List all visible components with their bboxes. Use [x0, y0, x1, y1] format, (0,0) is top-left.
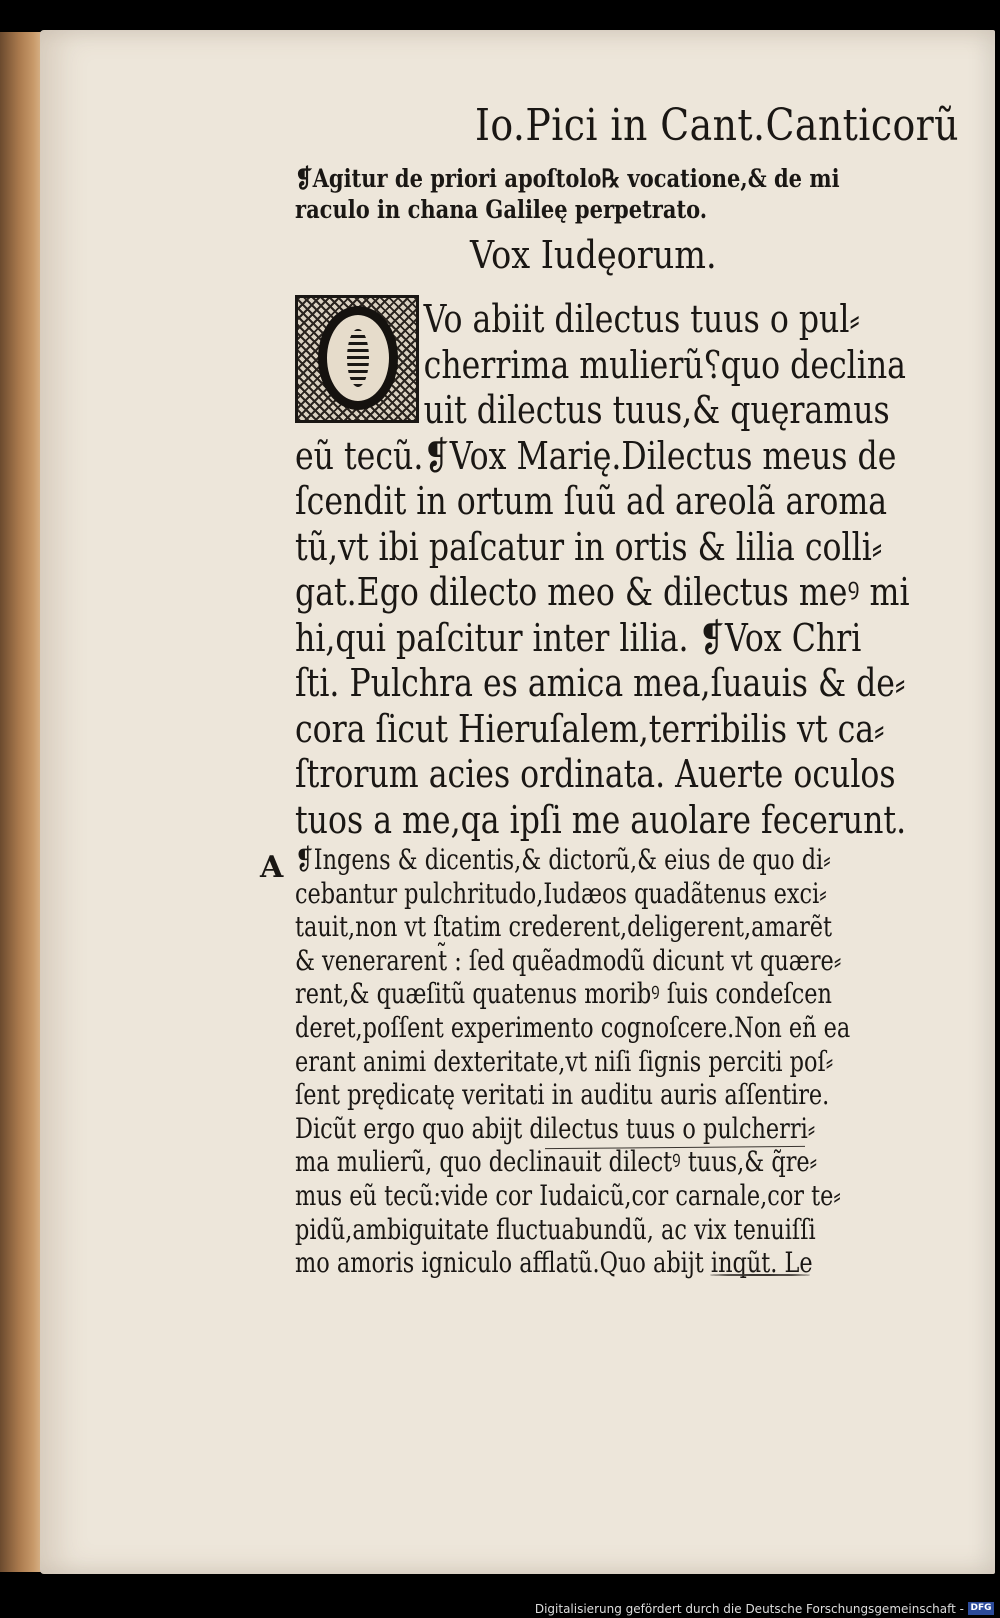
main-text — [295, 297, 985, 843]
commentary-line: mo amoris igniculo afflatũ.Quo abijt inqũt. Le — [295, 1246, 813, 1280]
section-title: Vox Iudęorum. — [470, 233, 717, 277]
book-page — [40, 30, 995, 1574]
book-fore-edge — [0, 32, 42, 1572]
text-line: tũ,vt ibi paſcatur in ortis & lilia colli⸗ — [295, 524, 883, 569]
text-line: eũ tecũ.❡Vox Marię.Dilectus meus de — [295, 433, 897, 478]
commentary-text — [295, 843, 985, 1280]
summary-line: raculo in chana Galileę perpetrato. — [295, 195, 708, 224]
text-line: tuos a me,qa ipſi me auolare fecerunt. — [295, 797, 907, 842]
commentary-line: tauit,non vt ſtatim crederent,deligerent,amarẽt — [295, 910, 833, 944]
commentary-line: mus eũ tecũ:vide cor Iudaicũ,cor carnale,cor te⸗ — [295, 1178, 841, 1212]
digitization-credit: Digitalisierung gefördert durch die Deutsche Forschungsgemeinschaft - — [534, 1602, 964, 1616]
commentary-line: ❡Ingens & dicentis,& dictorũ,& eius de quo di⸗ — [295, 843, 831, 876]
text-line: uit dilectus tuus,& quęramus — [423, 388, 890, 432]
text-line: Vo abiit dilectus tuus o pul⸗ — [423, 297, 860, 341]
commentary-line: cebantur pulchritudo,Iudæos quadãtenus exci⸗ — [295, 876, 827, 910]
text-line: ſtrorum acies ordinata. Auerte oculos — [295, 752, 896, 796]
handwritten-underline — [710, 1274, 810, 1276]
text-line: ſti. Pulchra es amica mea,ſuauis & de⸗ — [295, 661, 906, 705]
text-line: hi,qui paſcitur inter lilia. ❡Vox Chri — [295, 615, 862, 660]
text-line: ſcendit in ortum ſuũ ad areolã aroma — [295, 479, 888, 523]
commentary-line: pidũ,ambiguitate fluctuabundũ, ac vix tenuiſſi — [295, 1212, 816, 1246]
dfg-logo: DFG — [968, 1602, 994, 1615]
commentary-line: rent,& quæſitũ quatenus moribꝰ ſuis condeſcen — [295, 977, 832, 1011]
commentary-line: erant animi dexteritate,vt niſi ſignis perciti poſ⸗ — [295, 1044, 834, 1078]
running-head: Io.Pici in Cant.Canticorũ — [475, 100, 959, 151]
text-line: gat.Ego dilecto meo & dilectus meꝰ mi — [295, 570, 910, 614]
summary-line: ❡Agitur de priori apoſtolo℞ vocatione,& de mi — [295, 164, 840, 193]
chapter-summary — [295, 163, 995, 225]
marginal-letter: A — [260, 850, 284, 885]
text-line: cherrima mulierũ⸮quo declina — [423, 342, 906, 387]
commentary-line: ſent prędicatę veritati in auditu auris aſſentire. — [295, 1078, 830, 1112]
commentary-line: deret,poſſent experimento cognoſcere.Non eñ ea — [295, 1010, 851, 1044]
text-line: cora ſicut Hieruſalem,terribilis vt ca⸗ — [295, 706, 885, 751]
commentary-line: & venerarent̃ : ſed quẽadmodũ dicunt vt quære⸗ — [295, 943, 842, 977]
commentary-line: Dicũt ergo quo abijt dilectus tuus o pulcherri⸗ — [295, 1111, 816, 1145]
commentary-line: ma mulierũ, quo declinauit dilectꝰ tuus,& q̃re⸗ — [295, 1145, 818, 1179]
